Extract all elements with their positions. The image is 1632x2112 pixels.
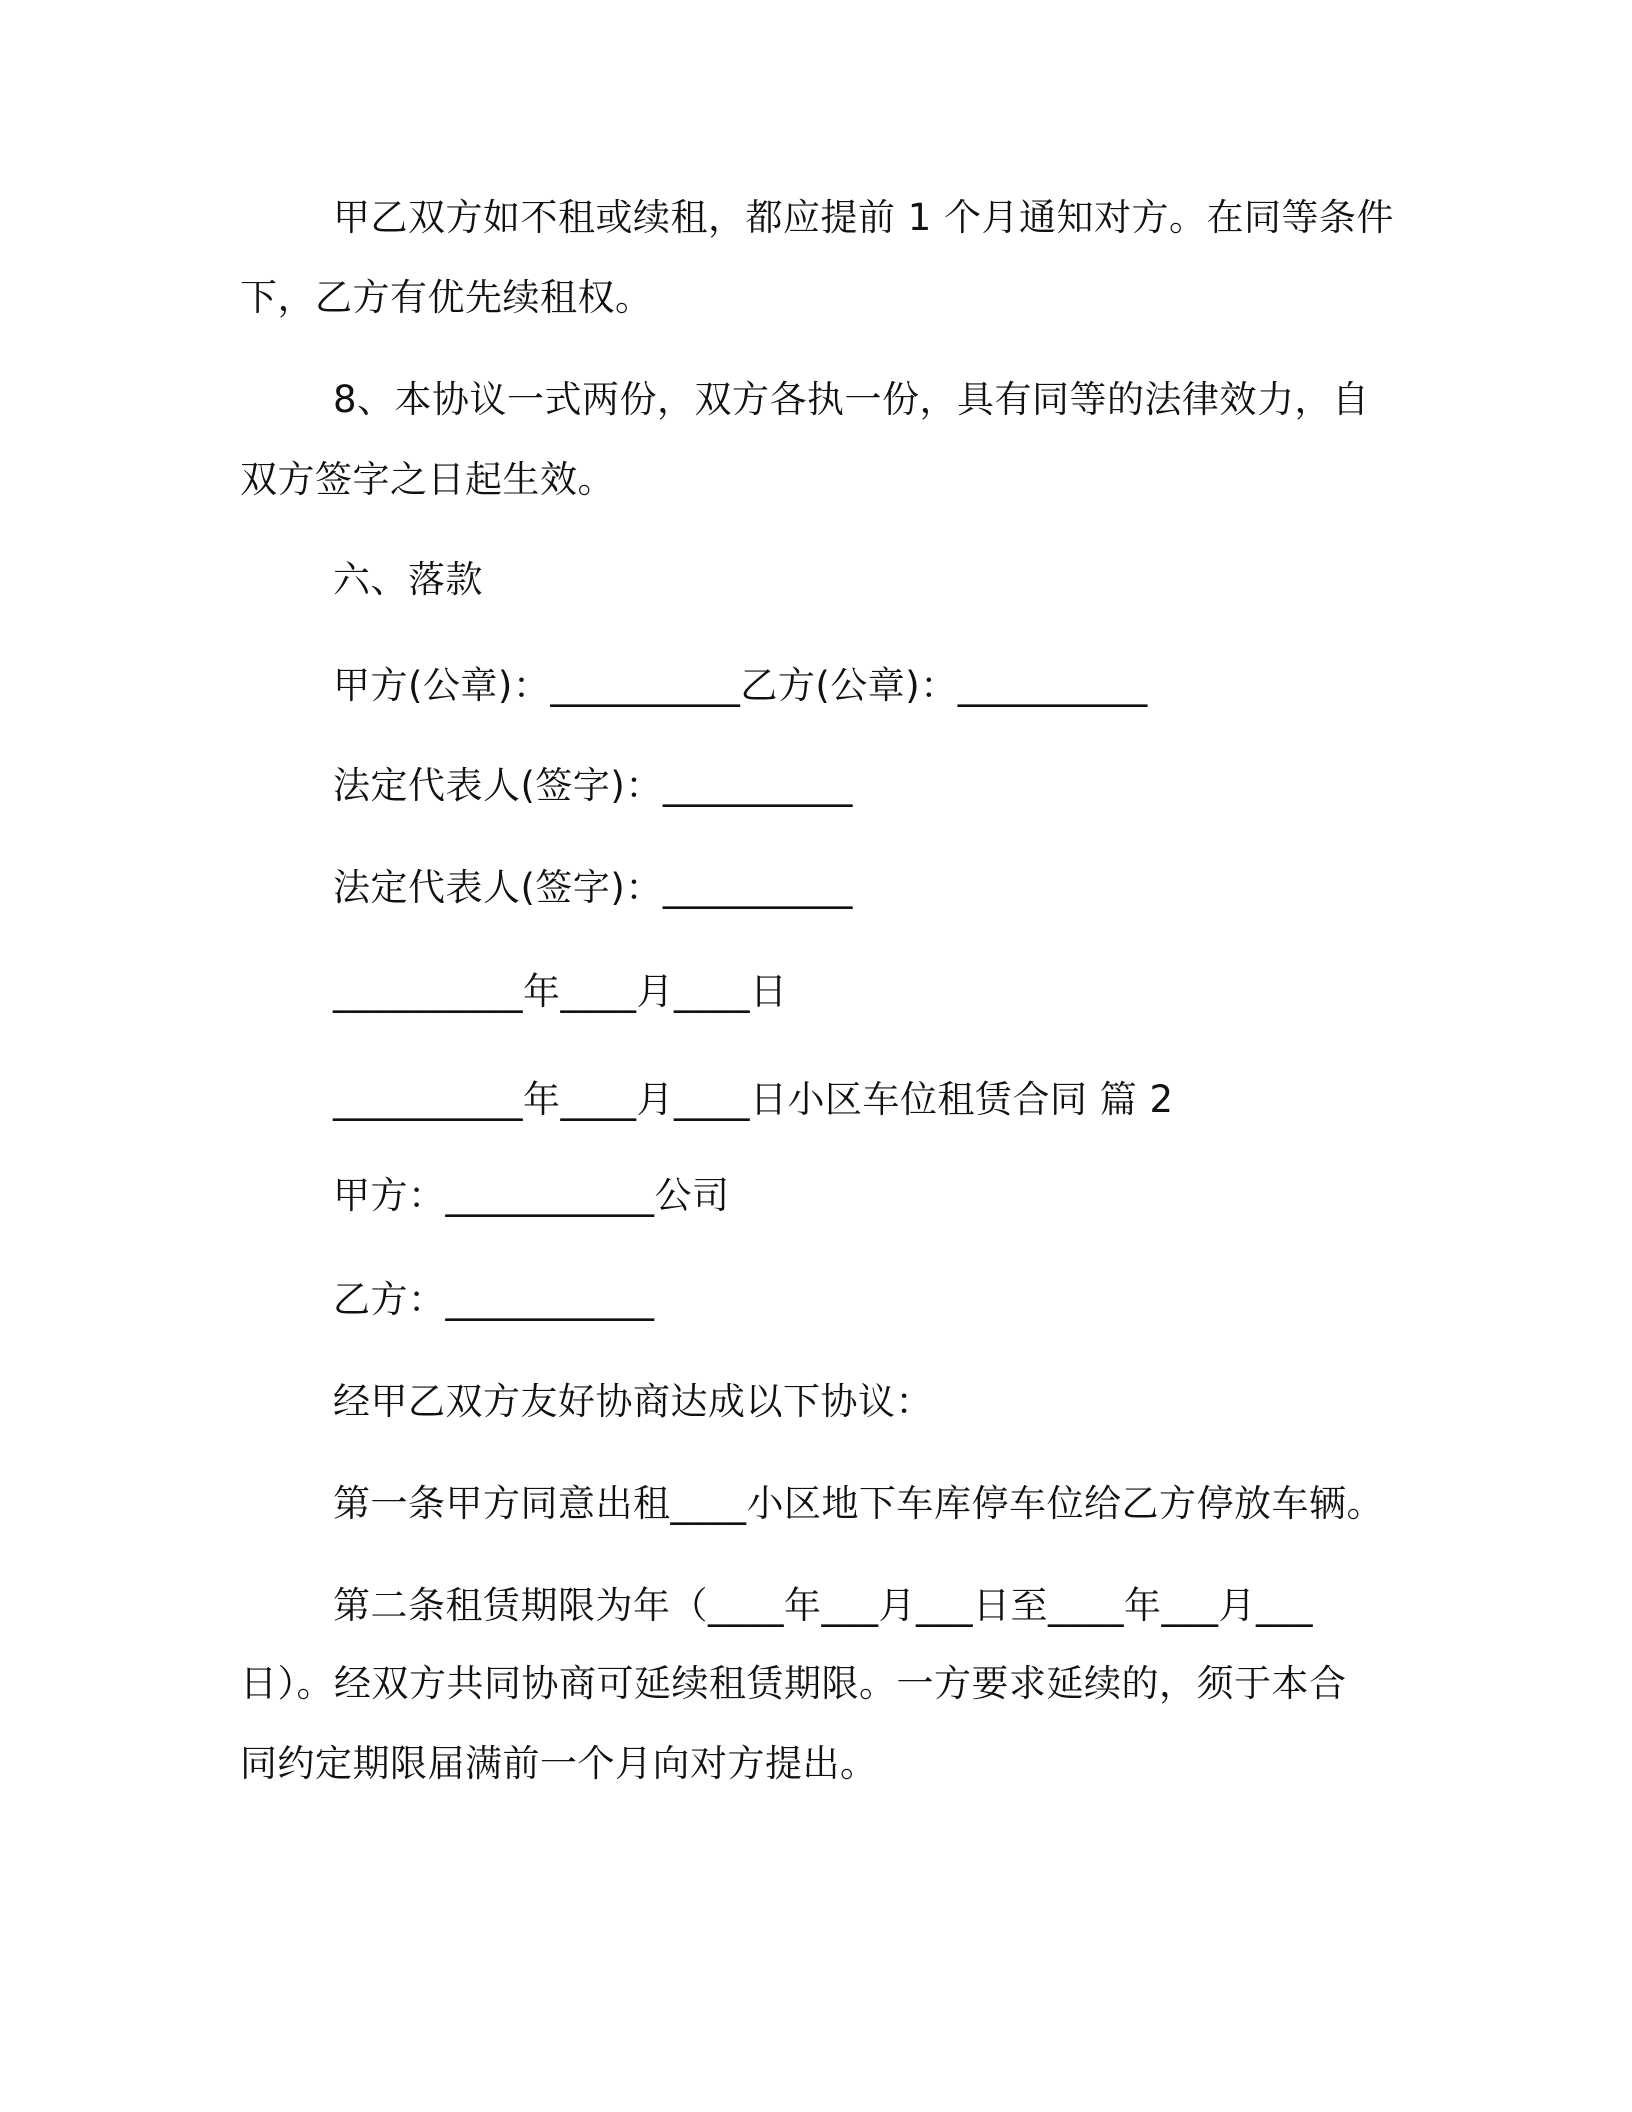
- article-2-line-3: 同约定期限届满前一个月向对方提出。: [240, 1742, 878, 1785]
- paragraph-copies-line-1: 8、本协议一式两份，双方各执一份，具有同等的法律效力，自: [333, 378, 1370, 421]
- paragraph-copies-line-2: 双方签字之日起生效。: [240, 458, 615, 501]
- agreement-intro: 经甲乙双方友好协商达成以下协议：: [333, 1380, 933, 1423]
- party-a-line: 甲方：___________公司: [333, 1174, 730, 1217]
- article-2-line-2: 日）。经双方共同协商可延续租赁期限。一方要求延续的，须于本合: [240, 1662, 1347, 1705]
- section-heading-signature: 六、落款: [333, 558, 483, 601]
- contract-2-title: __________年____月____日小区车位租赁合同 篇 2: [333, 1078, 1174, 1121]
- signature-legal-rep-1: 法定代表人(签字)：__________: [333, 764, 853, 807]
- signature-legal-rep-2: 法定代表人(签字)：__________: [333, 866, 853, 909]
- signature-date: __________年____月____日: [333, 970, 788, 1013]
- signature-party-seals: 甲方(公章)：__________乙方(公章)：__________: [333, 664, 1148, 707]
- article-1: 第一条甲方同意出租____小区地下车库停车位给乙方停放车辆。: [333, 1482, 1384, 1525]
- paragraph-renewal-line-1: 甲乙双方如不租或续租，都应提前 1 个月通知对方。在同等条件: [333, 196, 1395, 239]
- paragraph-renewal-line-2: 下，乙方有优先续租权。: [240, 276, 653, 319]
- party-b-line: 乙方：___________: [333, 1278, 655, 1321]
- article-2-line-1: 第二条租赁期限为年（____年___月___日至____年___月___: [333, 1584, 1313, 1627]
